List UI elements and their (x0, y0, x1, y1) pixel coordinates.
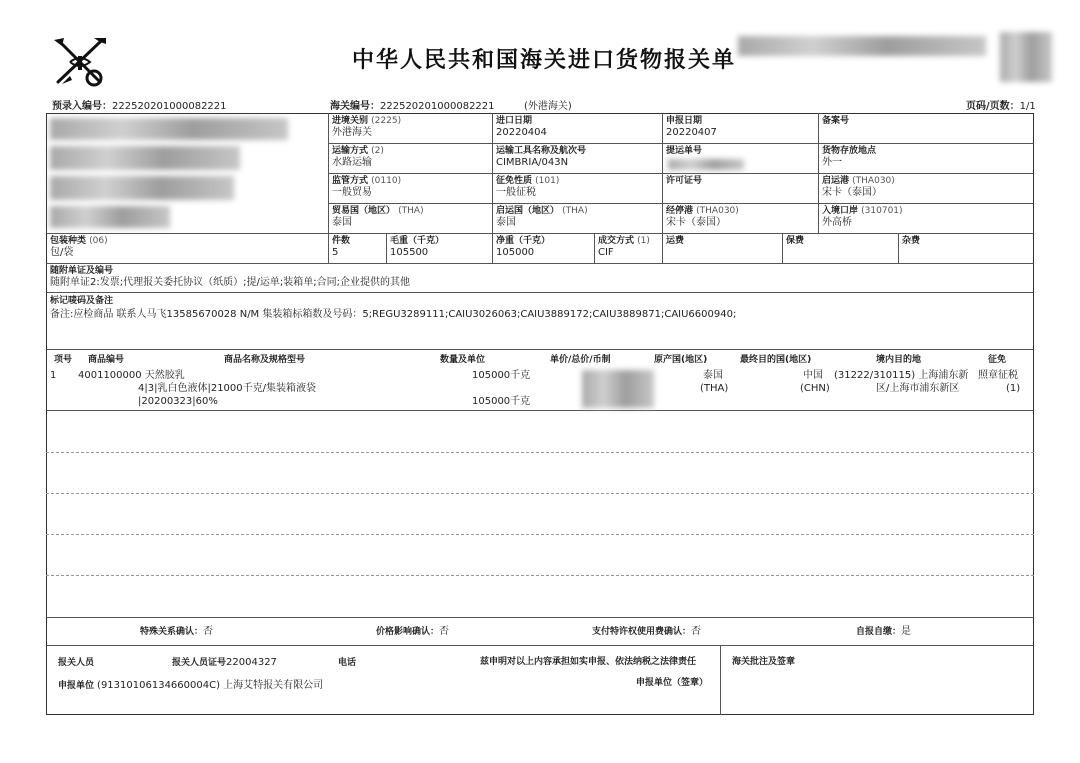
item-row-divider (46, 534, 1034, 535)
pieces-field: 件数 5 (332, 236, 351, 258)
col-header-name: 商品名称及规格型号 (224, 355, 306, 365)
redacted-overseas-shipper (50, 176, 234, 200)
row-divider (328, 173, 1034, 174)
attached-documents-field: 随附单证及编号 随附单证2:发票;代理报关委托协议（纸质）;提/运单;装箱单;合同;企业提供的其他 (50, 266, 410, 288)
entry-border-field: 入境口岸 (310701) 外高桥 (822, 206, 903, 228)
storage-location-field: 货物存放地点 外一 (822, 146, 877, 168)
item-levy-code: (1) (1006, 383, 1021, 394)
col-header-seq: 项号 (54, 355, 73, 365)
col-divider (594, 233, 595, 263)
item-spec-line2: |20200323|60% (138, 396, 218, 407)
item-seq: 1 (50, 370, 57, 381)
col-header-domestic: 境内目的地 (876, 355, 922, 365)
row-divider (328, 143, 1034, 144)
item-origin: 泰国 (703, 370, 723, 381)
tax-nature-field: 征免性质 (101) 一般征税 (496, 176, 560, 198)
redacted-consignee (50, 118, 288, 140)
declaring-unit-seal: 申报单位（签章） (636, 678, 709, 688)
customs-approval-label: 海关批注及签章 (732, 657, 796, 667)
self-declare-confirm: 自报自缴：是 (856, 626, 912, 637)
license-number-field: 许可证号 (666, 176, 703, 186)
item-domestic-line2: 区/上海市浦东新区 (876, 383, 960, 394)
redacted-barcode (738, 36, 986, 56)
customs-number: 海关编号：222520201000082221 (330, 101, 495, 112)
col-divider (818, 113, 819, 233)
redacted-qr-code (1000, 32, 1052, 82)
departure-port-field: 启运港 (THA030) 宋卡（泰国） (822, 176, 895, 198)
redacted-producer (50, 206, 170, 228)
item-origin-code: (THA) (700, 383, 729, 394)
col-divider (386, 233, 387, 263)
insurance-field: 保费 (786, 236, 805, 246)
item-domestic-line1: (31222/310115) 上海浦东新 (834, 370, 969, 381)
phone-label: 电话 (338, 658, 357, 668)
row-divider (46, 410, 1034, 411)
col-header-code: 商品编号 (88, 355, 125, 365)
gross-weight-field: 毛重（千克） 105500 (390, 236, 445, 258)
record-number-field: 备案号 (822, 116, 850, 126)
marks-remarks-field: 标记唛码及备注 备注:应检商品 联系人马飞13585670028 N/M 集装箱标箱数及号码：5;REGU3289111;CAIU3026063;CAIU3889172;CAIU3889871;CAIU6600940; (50, 296, 737, 320)
transit-port-field: 经停港 (THA030) 宋卡（泰国） (666, 206, 739, 228)
col-header-dest: 最终目的国(地区) (740, 355, 812, 365)
item-destination: 中国 (803, 370, 823, 381)
row-divider (46, 292, 1034, 293)
legal-statement: 兹申明对以上内容承担如实申报、依法纳税之法律责任 (480, 657, 697, 667)
special-relation-confirm: 特殊关系确认：否 (140, 626, 214, 637)
redacted-unit-price (582, 370, 654, 408)
entry-port-field: 进境关别 (2225) 外港海关 (332, 116, 402, 138)
col-divider (720, 645, 721, 715)
customs-office-name: (外港海关) (524, 101, 572, 112)
item-row-divider (46, 575, 1034, 576)
col-divider (328, 113, 329, 263)
col-divider (782, 233, 783, 263)
item-row-divider (46, 493, 1034, 494)
page-count: 页码/页数：1/1 (966, 101, 1036, 112)
redacted-consumer (50, 146, 240, 170)
price-influence-confirm: 价格影响确认：否 (376, 626, 450, 637)
redacted-bill-number (668, 159, 744, 170)
declare-date-field: 申报日期 20220407 (666, 116, 717, 138)
row-divider (46, 617, 1034, 618)
bill-of-lading-field: 提运单号 (666, 146, 703, 156)
declarant-label: 报关人员 (58, 658, 95, 668)
vessel-voyage-field: 运输工具名称及航次号 CIMBRIA/043N (496, 146, 587, 168)
row-divider (46, 645, 1034, 646)
transport-mode-field: 运输方式 (2) 水路运输 (332, 146, 384, 168)
col-header-price: 单价/总价/币制 (550, 355, 611, 365)
item-qty-legal: 105000千克 (472, 370, 531, 381)
royalty-confirm: 支付特许权使用费确认：否 (592, 626, 702, 637)
misc-fee-field: 杂费 (902, 236, 921, 246)
row-divider (46, 349, 1034, 350)
col-header-qty: 数量及单位 (440, 355, 486, 365)
item-destination-code: (CHN) (800, 383, 830, 394)
col-divider (898, 233, 899, 263)
item-spec-line1: 4|3|乳白色液体|21000千克/集装箱液袋 (138, 383, 317, 394)
declaring-unit: 申报单位 (91310106134660004C) 上海艾特报关有限公司 (58, 680, 324, 691)
package-type-field: 包装种类 (06) 包/袋 (50, 236, 108, 258)
item-levy-mode: 照章征税 (978, 370, 1018, 381)
col-header-origin: 原产国(地区) (654, 355, 708, 365)
row-divider (46, 263, 1034, 264)
freight-field: 运费 (666, 236, 685, 246)
col-divider (662, 113, 663, 263)
deal-mode-field: 成交方式 (1) CIF (598, 236, 650, 258)
customs-emblem-logo (50, 34, 110, 90)
item-qty-declared: 105000千克 (472, 396, 531, 407)
supervision-mode-field: 监管方式 (0110) 一般贸易 (332, 176, 402, 198)
row-divider (46, 233, 1034, 234)
trade-country-field: 贸易国（地区） (THA) 泰国 (332, 206, 424, 228)
row-divider (328, 203, 1034, 204)
item-row-divider (46, 452, 1034, 453)
document-title: 中华人民共和国海关进口货物报关单 (352, 48, 737, 73)
origin-country-field: 启运国（地区） (THA) 泰国 (496, 206, 588, 228)
col-header-levy: 征免 (988, 355, 1007, 365)
pre-entry-number: 预录入编号：222520201000082221 (52, 101, 227, 112)
import-date-field: 进口日期 20220404 (496, 116, 547, 138)
net-weight-field: 净重（千克） 105000 (496, 236, 551, 258)
col-divider (492, 113, 493, 263)
declarant-id: 报关人员证号22004327 (172, 657, 277, 668)
item-code-name: 4001100000 天然胶乳 (78, 370, 185, 381)
